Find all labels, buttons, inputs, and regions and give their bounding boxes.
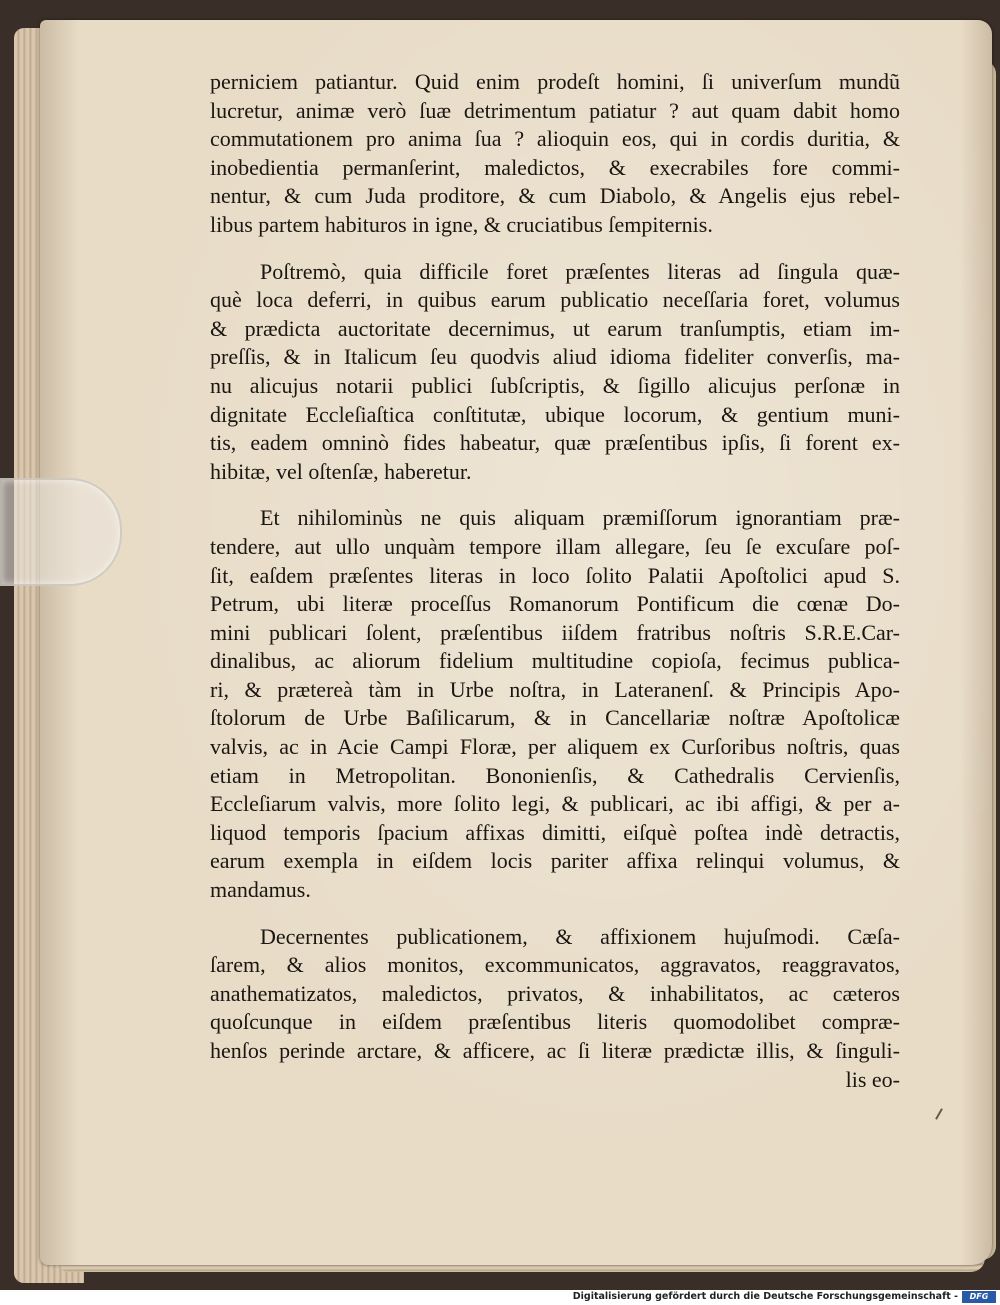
text-line: mandamus. [210,877,311,903]
dfg-logo: DFG [962,1291,996,1303]
text-line: nentur, & cum Juda proditore, & cum Diabolo, & Angelis ejus rebel- [210,183,900,209]
text-line: dignitate Eccleſiaſtica conſtitutæ, ubique locorum, & gentium muni- [210,401,900,427]
text-line: commutationem pro anima ſua ? alioquin eos, qui in cordis duritia, & [210,126,900,152]
text-line: inobedientia permanſerint, maledictos, & execrabiles fore commi- [210,154,900,180]
text-line: nu alicujus notarii publici ſubſcriptis, & ſigillo alicujus perſonæ in [210,372,900,398]
footer-credit: Digitalisierung gefördert durch die Deutsche Forschungsgemeinschaft - [572,1291,958,1302]
text-line: Poſtremò, quia difficile foret præſentes literas ad ſingula quæ- [260,258,900,284]
text-line: perniciem patiantur. Quid enim prodeſt homini, ſi univerſum mundũ [210,69,900,94]
paragraph-4 [210,923,900,1095]
text-line: valvis, ac in Acie Campi Floræ, per aliquem ex Curſoribus noſtris, quas [210,734,900,760]
text-line: hibitæ, vel oſtenſæ, haberetur. [210,458,472,484]
page-clip [0,478,122,586]
text-line: què loca deferri, in quibus earum publicatio neceſſaria foret, volumus [210,287,900,313]
text-line: Et nihilominùs ne quis aliquam præmiſſorum ignorantiam præ- [260,505,900,531]
catchword: lis eo- [845,1066,900,1092]
digitization-footer [0,1290,1000,1305]
text-line: liquod temporis ſpacium affixas dimitti, eiſquè poſtea indè detractis, [210,819,900,845]
text-line: ſtolorum de Urbe Baſilicarum, & in Cancellariæ noſtræ Apoſtolicæ [210,705,900,731]
text-line: dinalibus, ac aliorum fidelium multitudine copioſa, fecimus publica- [210,648,900,674]
text-line: libus partem habituros in igne, & cruciatibus ſempiternis. [210,211,713,237]
text-line: Petrum, ubi literæ proceſſus Romanorum Pontificum die cœnæ Do- [210,591,900,617]
text-line: ſarem, & alios monitos, excommunicatos, aggravatos, reaggravatos, [210,952,900,978]
text-line: anathematizatos, maledictos, privatos, & inhabilitatos, ac cæteros [210,980,900,1006]
paragraph-3 [210,504,900,904]
text-line: ſit, eaſdem præſentes literas in loco ſolito Palatii Apoſtolici apud S. [210,562,900,588]
text-line: lucretur, animæ verò ſuæ detrimentum patiatur ? aut quam dabit homo [210,97,900,123]
text-line: etiam in Metropolitan. Bononienſis, & Cathedralis Cervienſis, [210,762,900,788]
page-text [210,68,900,1094]
text-line: & prædicta auctoritate decernimus, ut earum tranſumptis, etiam im- [210,315,900,341]
text-line: tendere, aut ullo unquàm tempore illam allegare, ſeu ſe excuſare poſ- [210,533,900,559]
text-line: Eccleſiarum valvis, more ſolito legi, & publicari, ac ibi affigi, & per a- [210,791,900,817]
paragraph-1 [210,68,900,240]
text-line: henſos perinde arctare, & afficere, ac ſi literæ prædictæ illis, & ſinguli- [210,1038,900,1063]
text-line: quoſcunque in eiſdem præſentibus literis quomodolibet compræ- [210,1009,900,1035]
text-line: mini publicari ſolent, præſentibus iiſdem fratribus noſtris S.R.E.Car- [210,619,900,645]
text-line: tis, eadem omninò fides habeatur, quæ præſentibus ipſis, ſi forent ex- [210,430,900,456]
text-line: ri, & prætereà tàm in Urbe noſtra, in Lateranenſ. & Principis Apo- [210,676,900,702]
text-line: earum exempla in eiſdem locis pariter affixa relinqui volumus, & [210,848,900,874]
text-line: preſſis, & in Italicum ſeu quodvis aliud idioma fideliter converſis, ma- [210,344,900,370]
paragraph-2 [210,258,900,487]
text-line: Decernentes publicationem, & affixionem hujuſmodi. Cæſa- [260,923,900,949]
